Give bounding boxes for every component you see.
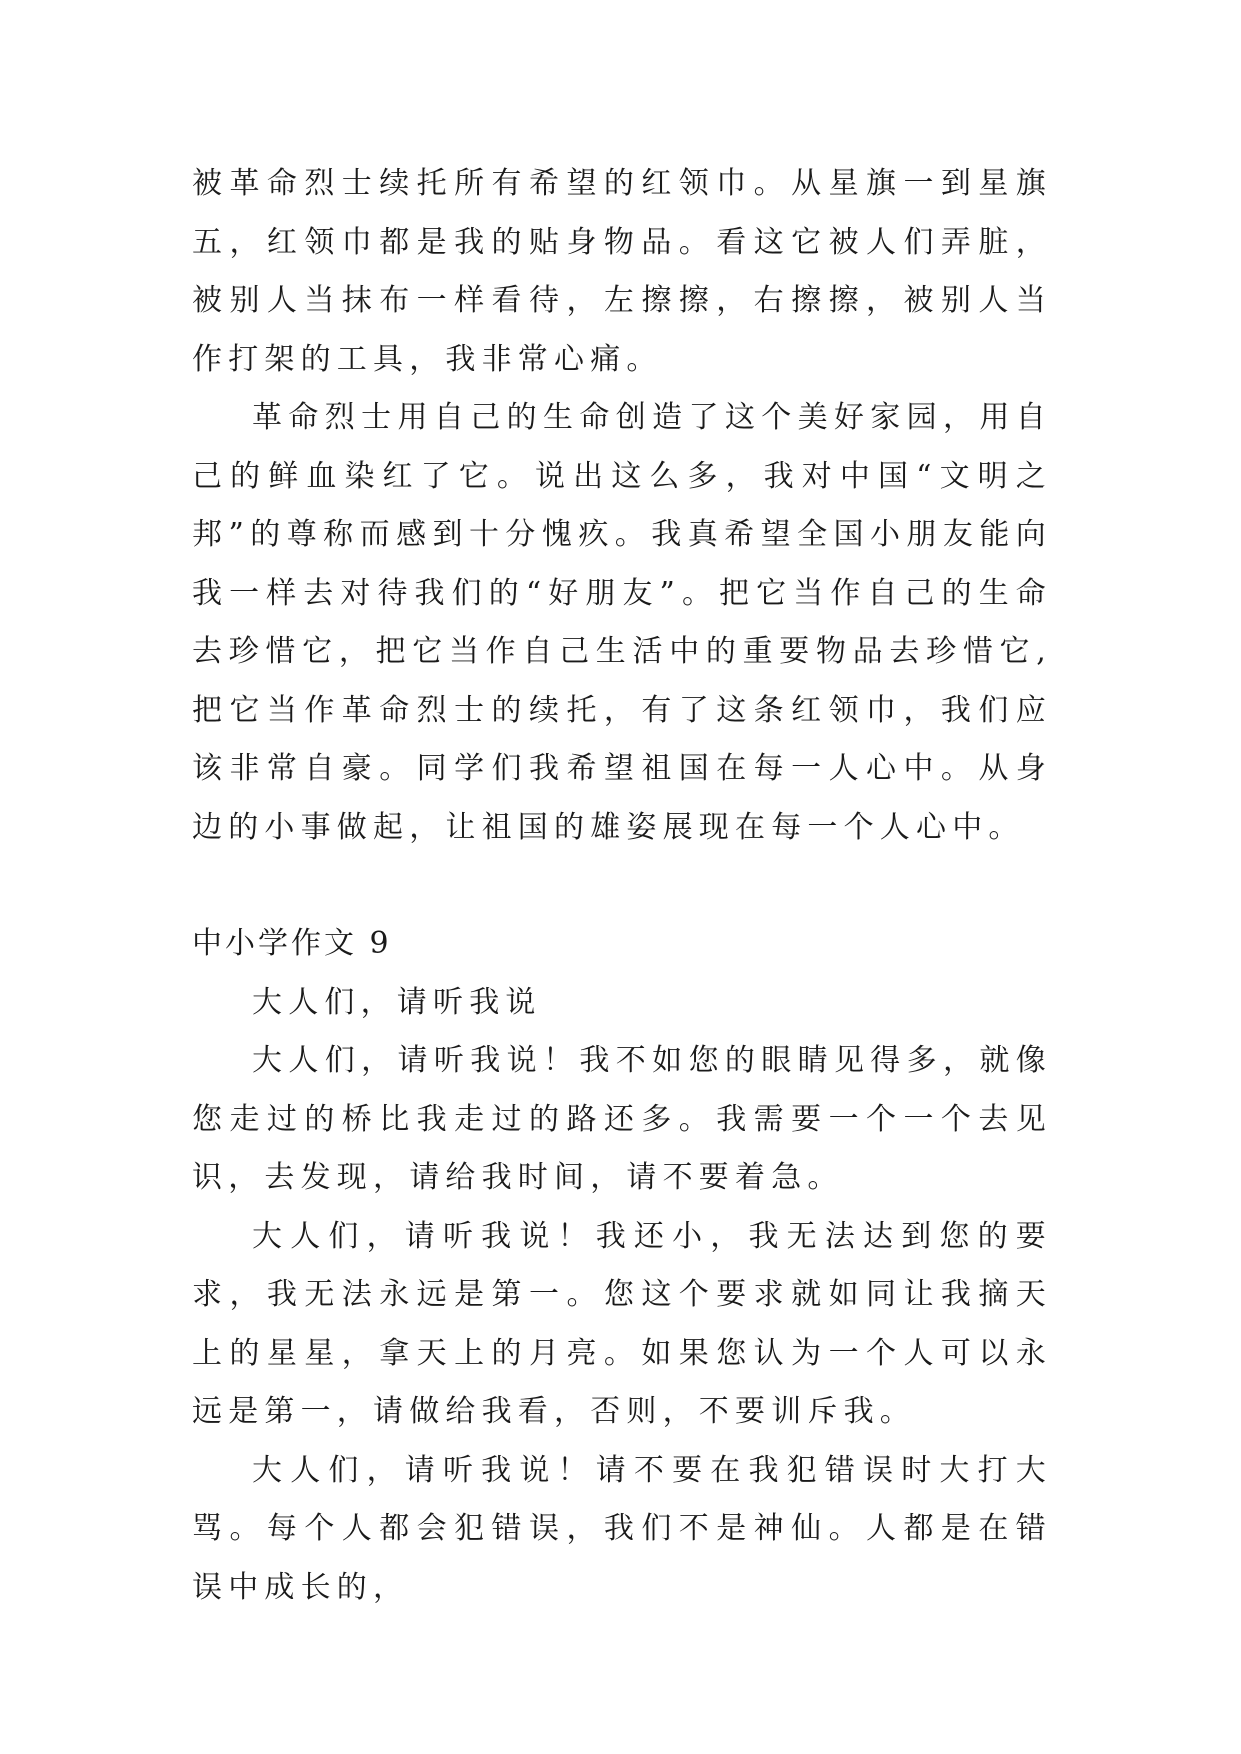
article-heading: 中小学作文 9 — [192, 926, 392, 961]
document-body — [192, 155, 1052, 1617]
article-title: 大人们，请听我说 — [252, 984, 542, 1020]
paragraph: 大人们，请听我说！请不要在我犯错误时大打大骂。每个人都会犯错误，我们不是神仙。人都是在错误中成长的， — [192, 1452, 1052, 1605]
paragraph: 革命烈士用自己的生命创造了这个美好家园，用自己的鲜血染红了它。说出这么多，我对中国“文明之邦”的尊称而感到十分愧疚。我真希望全国小朋友能向我一样去对待我们的“好朋友”。把它当作自己的生命去珍惜它，把它当作自己生活中的重要物品去珍惜它,把它当作革命烈士的续托，有了这条红领巾，我们应该非常自豪。同学们我希望祖国在每一人心中。从身边的小事做起，让祖国的雄姿展现在每一个人心中。 — [192, 400, 1052, 845]
paragraph: 大人们，请听我说！我还小，我无法达到您的要求，我无法永远是第一。您这个要求就如同让我摘天上的星星，拿天上的月亮。如果您认为一个人可以永远是第一，请做给我看，否则，不要训斥我。 — [192, 1218, 1052, 1429]
paragraph-continued: 被革命烈士续托所有希望的红领巾。从星旗一到星旗五，红领巾都是我的贴身物品。看这它被人们弄脏，被别人当抹布一样看待，左擦擦，右擦擦，被别人当作打架的工具，我非常心痛。 — [192, 166, 1052, 377]
paragraph: 大人们，请听我说！我不如您的眼睛见得多，就像您走过的桥比我走过的路还多。我需要一个一个去见识，去发现，请给我时间，请不要着急。 — [192, 1043, 1052, 1195]
